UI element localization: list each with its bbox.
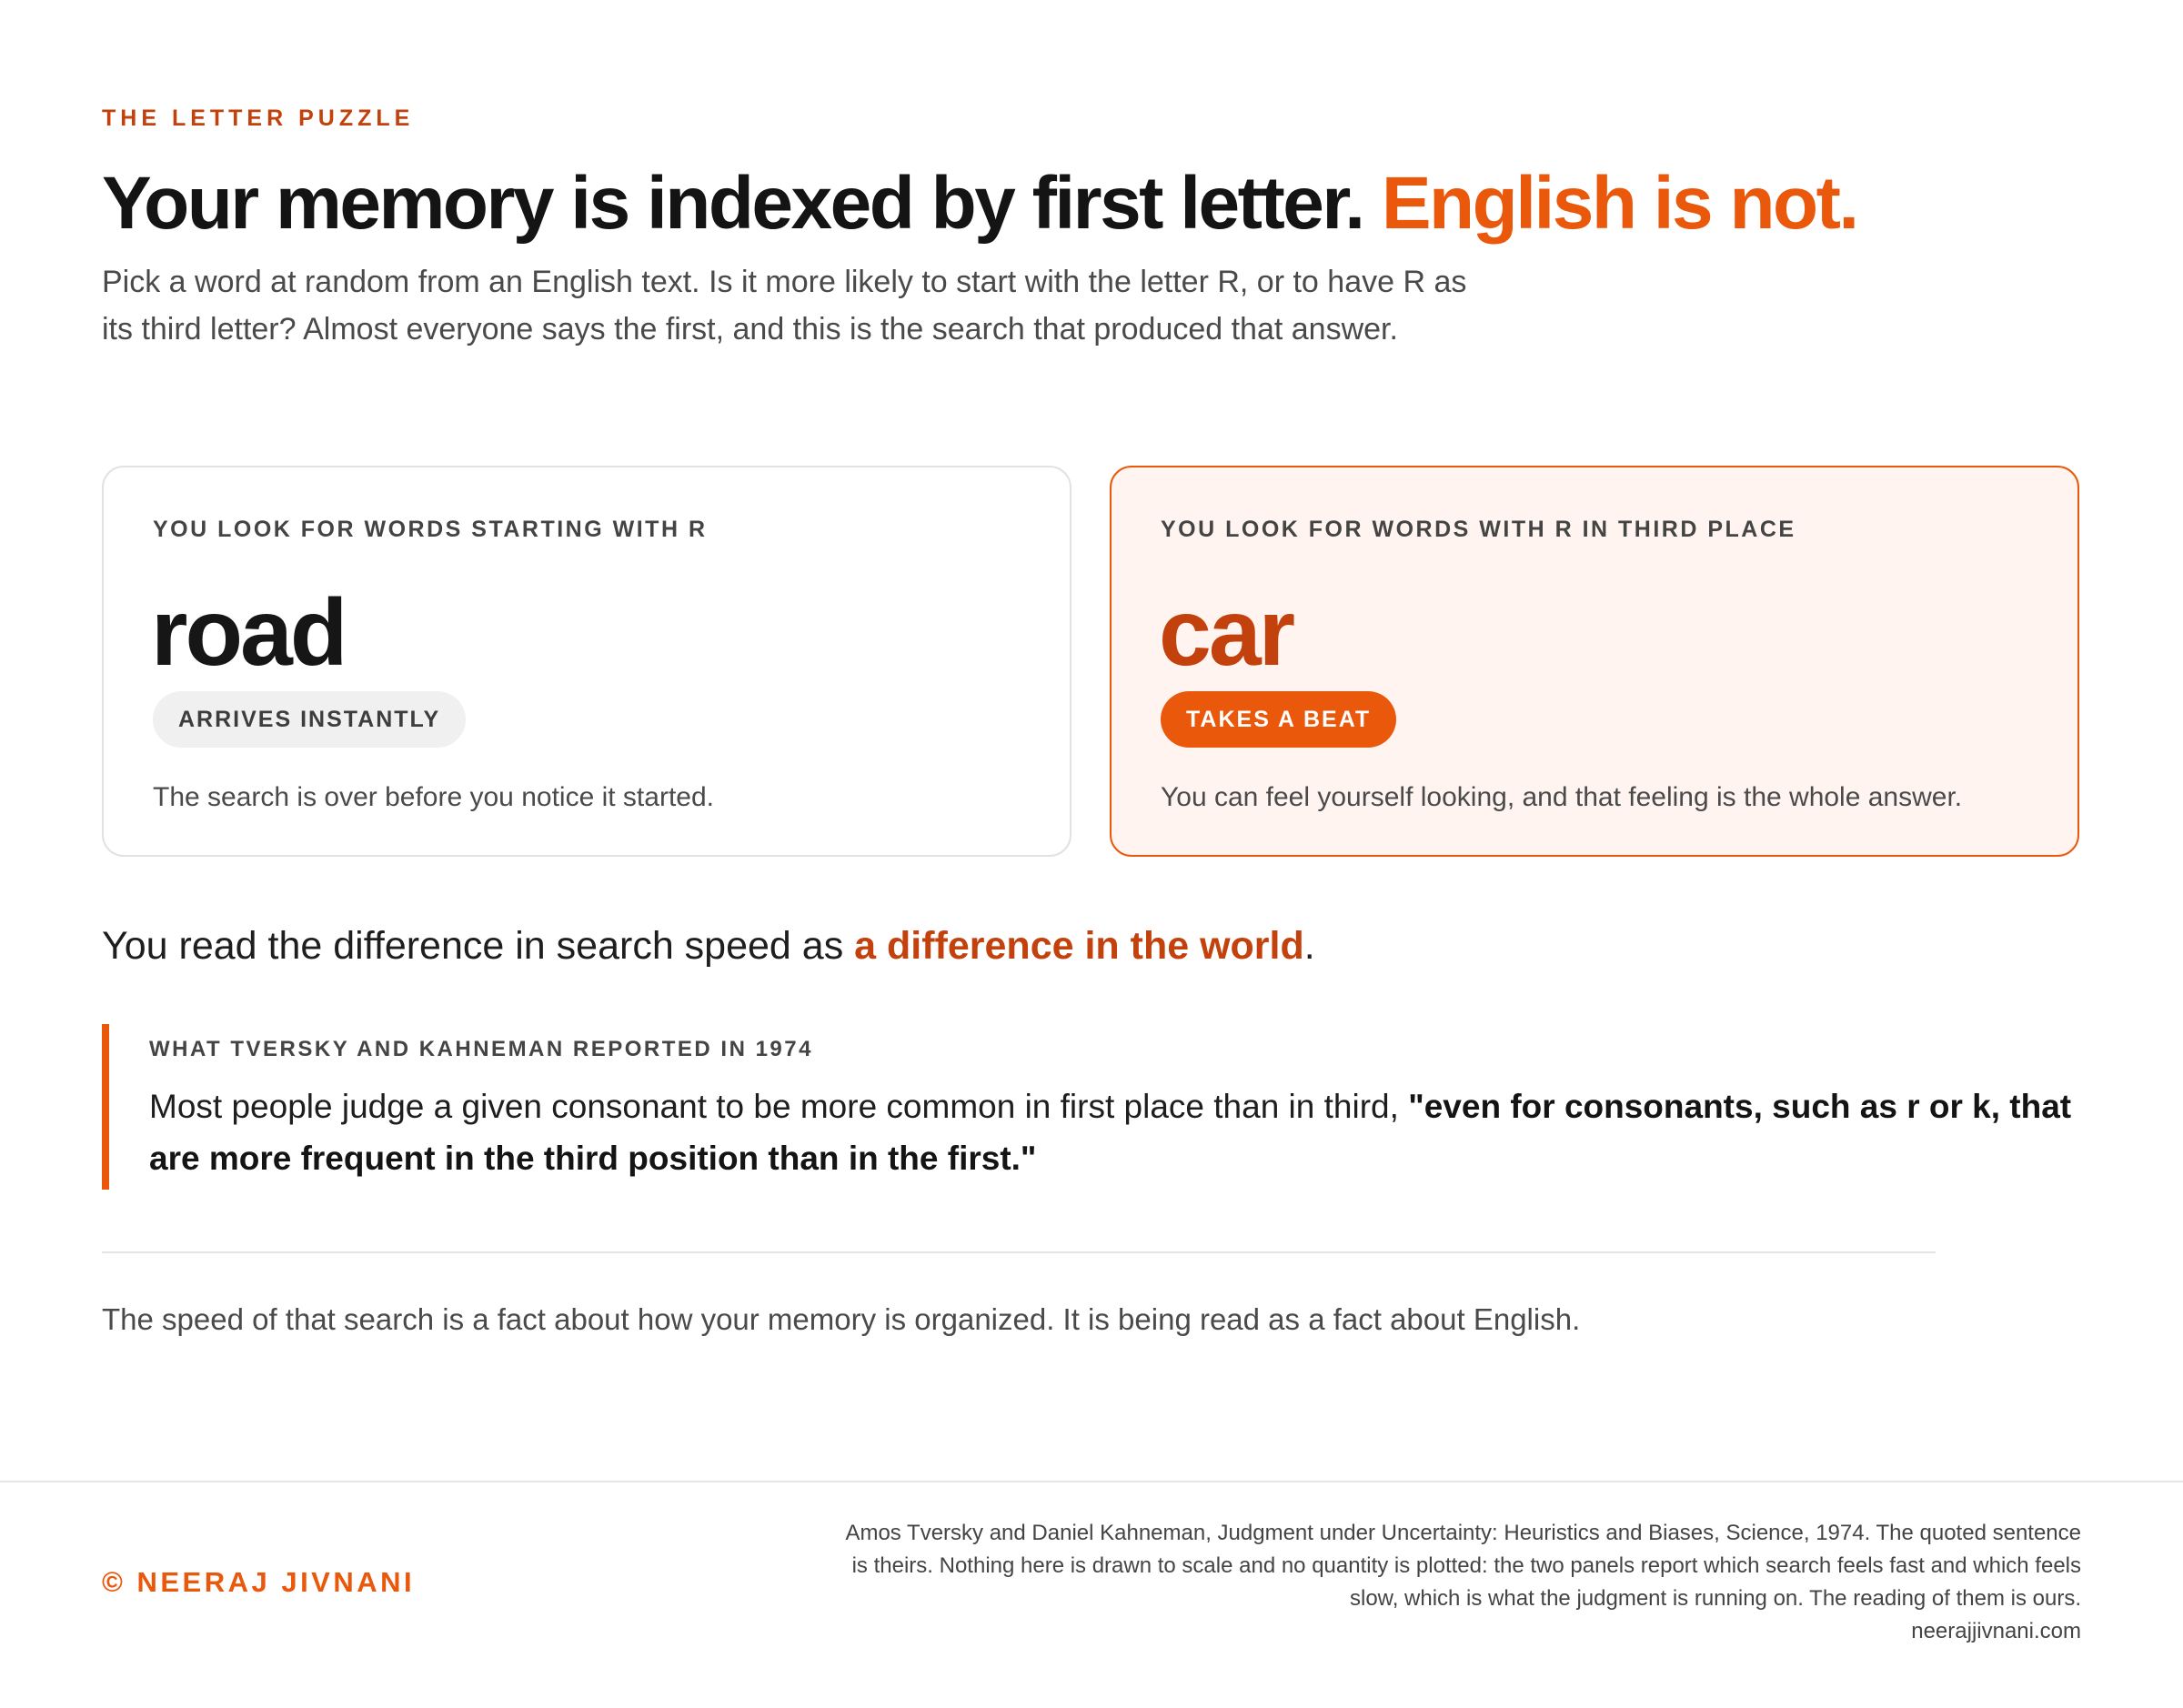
speed-prefix: You read the difference in search speed as [102, 924, 855, 968]
source-note: Amos Tversky and Daniel Kahneman, Judgment under Uncertainty: Heuristics and Biases, Science, 1974. The quoted sentence is theirs. Nothing here is drawn to scale and no quantity is plotted: the two panels report which search feels fast and which feels slow, which is what the judgment is running on. The reading of them is ours. [845, 1521, 2081, 1611]
card-first-letter [102, 466, 1071, 857]
quote-body [149, 1080, 2081, 1184]
speed-badge: TAKES A BEAT [1161, 691, 1396, 748]
page-title [102, 158, 1857, 249]
site-link[interactable]: neerajjivnani.com [1911, 1619, 2081, 1643]
copyright: © NEERAJ JIVNANI [102, 1566, 416, 1598]
card-label: YOU LOOK FOR WORDS STARTING WITH R [153, 517, 708, 542]
card-example-word: car [1159, 580, 1293, 686]
speed-highlight: a difference in the world [854, 924, 1304, 968]
speed-badge: ARRIVES INSTANTLY [153, 691, 466, 748]
card-label: YOU LOOK FOR WORDS WITH R IN THIRD PLACE [1161, 517, 1796, 542]
divider [102, 1251, 1936, 1253]
card-example-word: road [151, 580, 346, 686]
quote-bold: "even for consonants, such as r or k, that are more frequent in the third position than in the first." [149, 1088, 2072, 1177]
footer-divider [0, 1481, 2183, 1482]
card-third-letter [1110, 466, 2079, 857]
title-main: Your memory is indexed by first letter. [102, 162, 1363, 245]
quote-label: WHAT TVERSKY AND KAHNEMAN REPORTED IN 1974 [149, 1037, 813, 1061]
closing-statement: The speed of that search is a fact about how your memory is organized. It is being read as a fact about English. [102, 1302, 1581, 1336]
intro-paragraph: Pick a word at random from an English text. Is it more likely to start with the letter R, or to have R as its third letter? Almost everyone says the first, and this is the search that produced that answer. [102, 265, 1467, 347]
speed-statement [102, 920, 1315, 971]
research-quote [102, 1024, 2081, 1190]
card-note: The search is over before you notice it started. [153, 782, 714, 812]
title-accent: English is not. [1381, 162, 1857, 245]
card-note: You can feel yourself looking, and that feeling is the whole answer. [1161, 782, 1963, 812]
kicker: THE LETTER PUZZLE [102, 105, 415, 131]
quote-text: Most people judge a given consonant to be more common in first place than in third, [149, 1088, 1409, 1125]
speed-suffix: . [1303, 924, 1315, 968]
